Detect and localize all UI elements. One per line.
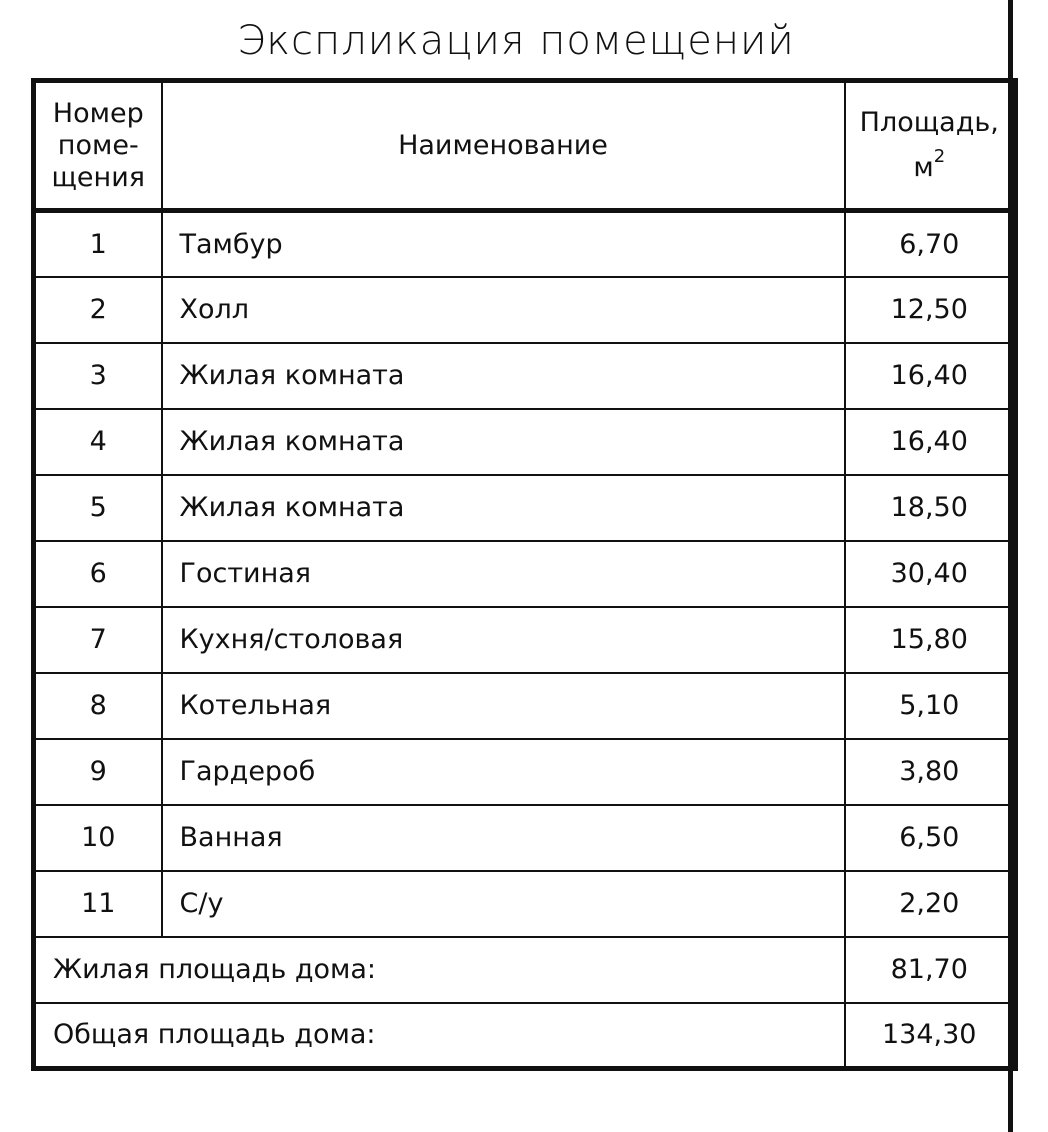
room-area-cell: 16,40 [845,409,1016,475]
room-number-cell: 8 [34,673,162,739]
room-number-cell: 5 [34,475,162,541]
room-name-cell: С/у [162,871,845,937]
header-room-number-line1: Номер [52,97,144,129]
header-area [845,81,1016,211]
room-name-cell: Ванная [162,805,845,871]
header-area-unit-power: 2 [933,146,946,167]
table-row [34,409,1016,475]
room-number-cell: 2 [34,277,162,343]
room-area-cell: 12,50 [845,277,1016,343]
room-area-cell: 15,80 [845,607,1016,673]
table-row [34,211,1016,277]
table-row [34,343,1016,409]
header-area-unit: м [913,152,934,183]
room-name-cell: Жилая комната [162,343,845,409]
room-area-cell: 2,20 [845,871,1016,937]
table-row [34,541,1016,607]
room-area-cell: 30,40 [845,541,1016,607]
room-number-cell: 6 [34,541,162,607]
total-value-cell: 81,70 [845,937,1016,1003]
explication-table [31,78,1018,1071]
room-name-cell: Гостиная [162,541,845,607]
table-row [34,673,1016,739]
room-area-cell: 16,40 [845,343,1016,409]
total-row-living-area [34,937,1016,1003]
room-number-cell: 4 [34,409,162,475]
room-name-cell: Кухня/столовая [162,607,845,673]
room-name-cell: Жилая комната [162,409,845,475]
header-room-name: Наименование [162,81,845,211]
room-area-cell: 3,80 [845,739,1016,805]
table-row [34,739,1016,805]
room-name-cell: Холл [162,277,845,343]
room-area-cell: 5,10 [845,673,1016,739]
table-row [34,607,1016,673]
room-name-cell: Гардероб [162,739,845,805]
room-number-cell: 11 [34,871,162,937]
total-label-cell: Общая площадь дома: [34,1003,845,1069]
room-number-cell: 3 [34,343,162,409]
table-row [34,475,1016,541]
total-label-cell: Жилая площадь дома: [34,937,845,1003]
table-header-row [34,81,1016,211]
table-row [34,805,1016,871]
room-area-cell: 18,50 [845,475,1016,541]
page-title: Экспликация помещений [237,18,795,64]
total-value-cell: 134,30 [845,1003,1016,1069]
table-row [34,277,1016,343]
header-room-number-line3: щения [51,161,145,193]
room-name-cell: Тамбур [162,211,845,277]
header-room-number [34,81,162,211]
room-name-cell: Жилая комната [162,475,845,541]
table-row [34,871,1016,937]
room-number-cell: 9 [34,739,162,805]
room-area-cell: 6,50 [845,805,1016,871]
room-name-cell: Котельная [162,673,845,739]
header-area-label: Площадь, [859,107,999,138]
room-number-cell: 7 [34,607,162,673]
total-row-total-area [34,1003,1016,1069]
room-number-cell: 1 [34,211,162,277]
room-area-cell: 6,70 [845,211,1016,277]
header-room-number-line2: поме- [57,129,139,161]
room-number-cell: 10 [34,805,162,871]
